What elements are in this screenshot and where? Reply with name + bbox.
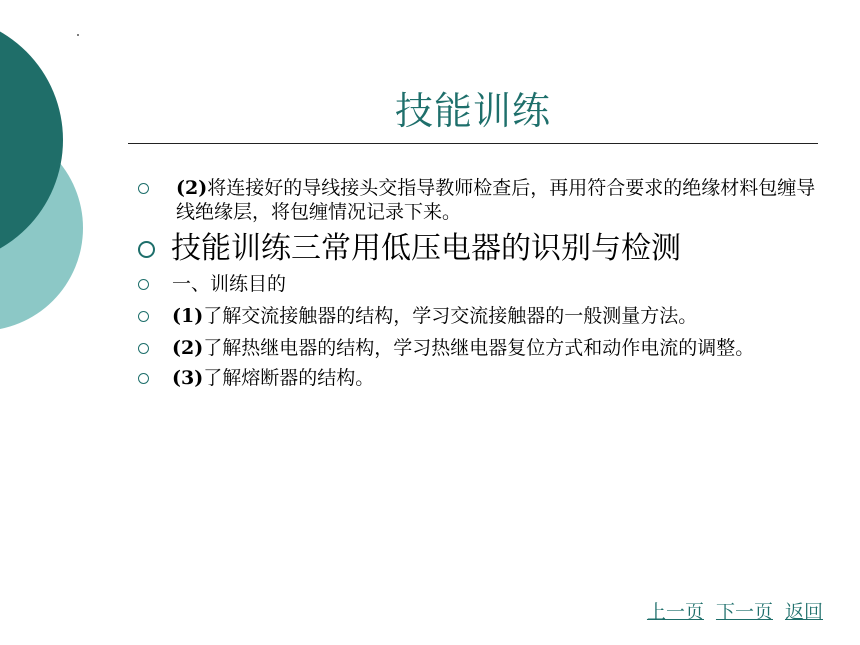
list-item-heading — [138, 230, 818, 268]
bullet-circle-icon — [138, 279, 149, 290]
next-page-link[interactable]: 下一页 — [715, 601, 773, 623]
prev-page-link[interactable]: 上一页 — [646, 601, 704, 623]
list-item-text: 技能训练三常用低压电器的识别与检测 — [171, 231, 681, 266]
slide-navigation — [647, 597, 823, 624]
title-divider — [128, 143, 818, 144]
list-item — [138, 366, 818, 390]
bullet-circle-icon — [138, 183, 149, 194]
bullet-list — [138, 176, 818, 390]
back-link[interactable]: 返回 — [784, 601, 823, 623]
list-item-text: (2)将连接好的导线接头交指导教师检查后，再用符合要求的绝缘材料包缠导线绝缘层，将包缠情况记录下来。 — [176, 177, 816, 223]
slide-title: 技能训练 — [394, 89, 551, 133]
bullet-circle-icon — [138, 373, 149, 384]
small-dot — [77, 34, 79, 36]
list-item — [138, 336, 818, 360]
list-item-text: 一、训练目的 — [172, 273, 287, 295]
list-item-text: (2)了解热继电器的结构，学习热继电器复位方式和动作电流的调整。 — [172, 337, 755, 359]
list-item — [138, 176, 818, 224]
bullet-circle-icon — [138, 343, 149, 354]
bullet-circle-icon — [138, 311, 149, 322]
list-item-text: (1)了解交流接触器的结构，学习交流接触器的一般测量方法。 — [172, 305, 698, 327]
list-item — [138, 304, 818, 328]
list-item-text: (3)了解熔断器的结构。 — [172, 367, 375, 389]
bullet-circle-icon — [138, 241, 155, 258]
list-item — [138, 272, 818, 296]
